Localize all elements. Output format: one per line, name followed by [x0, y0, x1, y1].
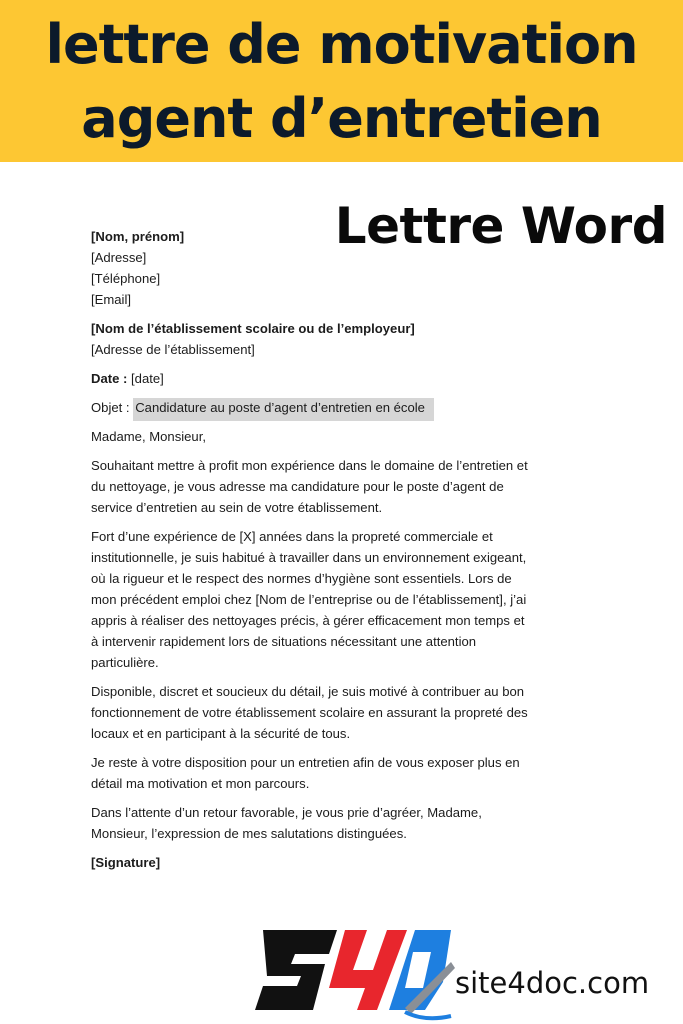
site4doc-logo-text: site4doc.com: [455, 966, 650, 1000]
letter-paragraph-5: Dans l’attente d’un retour favorable, je vous prie d’agréer, Madame, Monsieur, l’expression de mes salutations distinguées.: [91, 805, 482, 841]
letter-paragraph-1: Souhaitant mettre à profit mon expérience dans le domaine de l’entretien et du nettoyage, je vous adresse ma candidature pour le poste d’agent de service d’entretien au sein de votre établissement.: [91, 458, 528, 515]
date-value: [date]: [131, 371, 164, 386]
letter-paragraph-2: Fort d’une expérience de [X] années dans la propreté commerciale et institutionnelle, je suis habitué à travailler dans un environnement exigeant, où la rigueur et le respect des normes d’hygiène sont essentiels. Lors de mon précédent emploi chez [Nom de l’entreprise ou de l’établissement], j’ai appris à réaliser des nettoyages précis, à gérer efficacement mon temps et à intervenir rapidement lors de situations nécessitant une attention particulière.: [91, 529, 527, 670]
recipient-name: [Nom de l’établissement scolaire ou de l’employeur]: [91, 321, 415, 336]
salutation: Madame, Monsieur,: [91, 429, 206, 444]
lettre-word-badge: Lettre Word: [334, 197, 667, 255]
sender-address: [Adresse]: [91, 250, 147, 265]
subject-label: Objet :: [91, 400, 130, 415]
letter-paragraph-4: Je reste à votre disposition pour un entretien afin de vous exposer plus en détail ma motivation et mon parcours.: [91, 755, 520, 791]
subject-value: Candidature au poste d’agent d’entretien en école: [133, 398, 434, 421]
title-banner: [0, 0, 683, 162]
letter-paragraph-3: Disponible, discret et soucieux du détail, je suis motivé à contribuer au bon fonctionnement de votre établissement scolaire en assurant la propreté des locaux et en participant à la sécurité de tous.: [91, 684, 528, 741]
site4doc-logo-icon: [255, 912, 455, 1024]
sender-email: [Email]: [91, 292, 132, 307]
sender-name: [Nom, prénom]: [91, 229, 185, 244]
date-line: [91, 368, 529, 389]
banner-title-line-1: lettre de motivation: [45, 13, 638, 76]
signature: [Signature]: [91, 855, 161, 870]
banner-title-line-2: agent d’entretien: [81, 87, 602, 150]
recipient-address: [Adresse de l’établissement]: [91, 342, 255, 357]
sender-phone: [Téléphone]: [91, 271, 161, 286]
date-label: Date :: [91, 371, 128, 386]
letter-document: [91, 226, 529, 873]
subject-line: [91, 397, 529, 418]
